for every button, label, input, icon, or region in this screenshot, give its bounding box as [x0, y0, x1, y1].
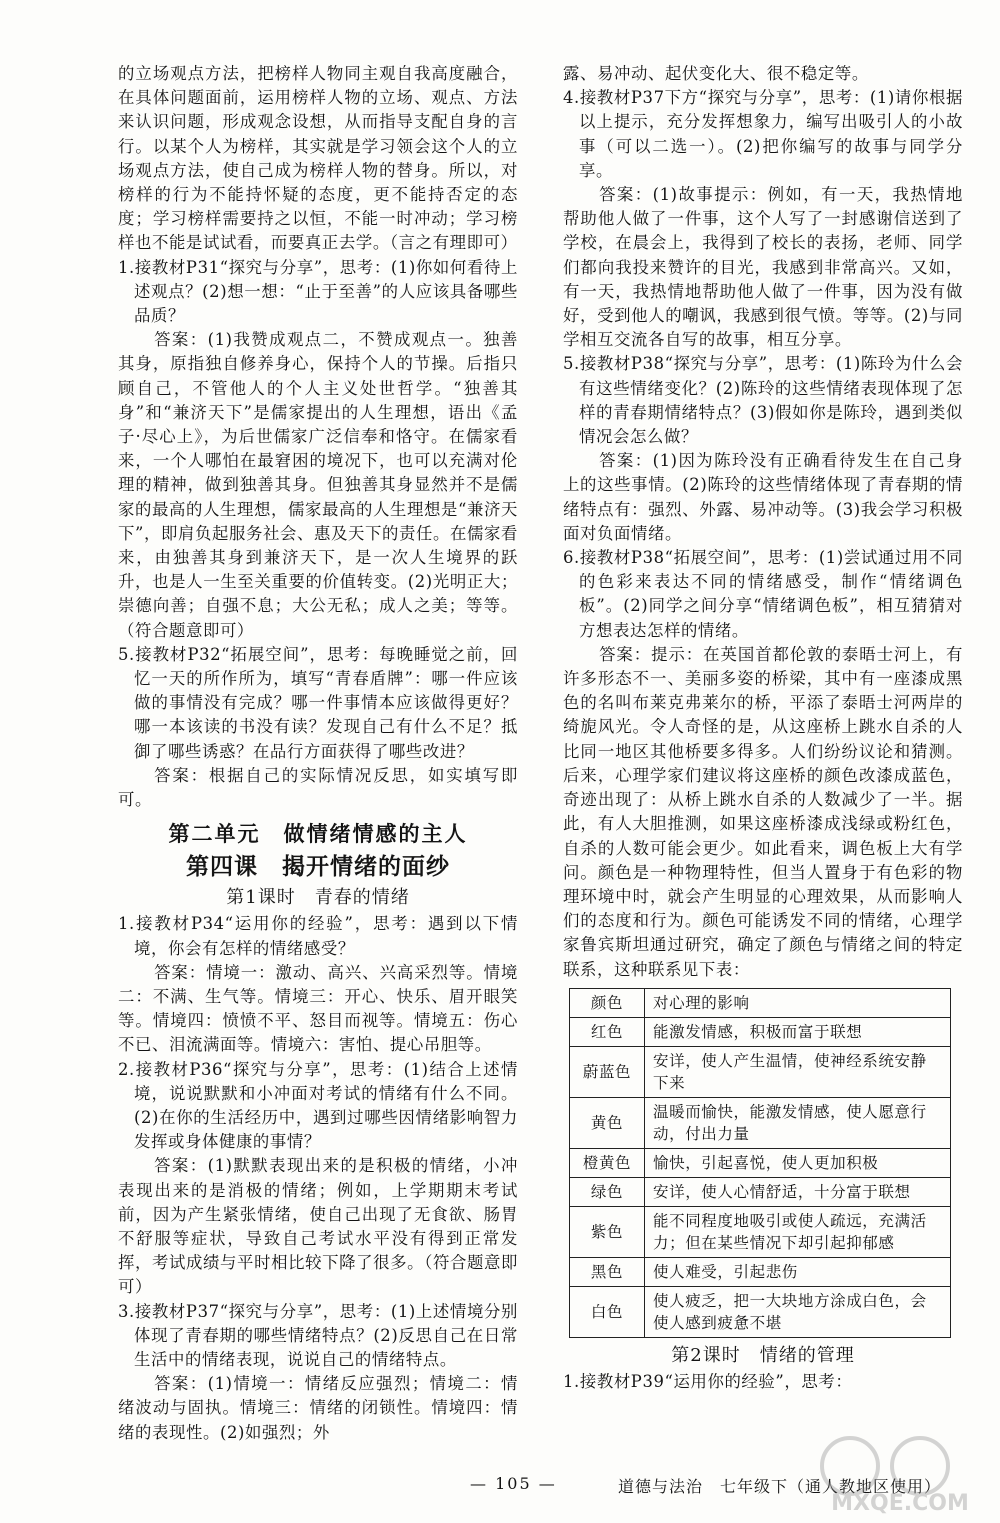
table-cell-color: 紫色	[570, 1206, 645, 1257]
question-s1-3: 3.接教材P37“探究与分享”，思考：(1)上述情境分别体现了青春期的哪些情绪特点？(2)反思自己在日常生活中的情绪表现，说说自己的情绪特点。	[118, 1301, 518, 1369]
table-row	[570, 1046, 951, 1097]
table-row	[570, 1148, 951, 1177]
lesson-title: 第四课 揭开情绪的面纱	[186, 854, 450, 881]
table-cell-effect: 使人难受，引起悲伤	[645, 1257, 951, 1286]
answer-6: 答案：提示：在英国首都伦敦的泰晤士河上，有许多形态不一、美丽多姿的桥梁，其中有一座漆成黑色的名叫布莱克弗莱尔的桥，平添了泰晤士河两岸的绮旎风光。令人奇怪的是，从这座桥上跳水自杀的人比同一地区其他桥要多得多。人们纷纷议论和猜测。后来，心理学家们建议将这座桥的颜色改漆成蓝色，奇迹出现了：从桥上跳水自杀的人数减少了一半。据此，有人大胆推测，如果这座桥漆成浅绿或粉红色，自杀的人数可能会更少。如此看来，调色板上大有学问。颜色是一种物理特性，但当人置身于有色彩的物理环境中时，就会产生明显的心理效果，从而影响人们的态度和行为。颜色可能诱发不同的情绪，心理学家鲁宾斯坦通过研究，确定了颜色与情绪之间的特定联系，这种联系见下表：	[563, 644, 963, 979]
color-emotion-table	[569, 988, 951, 1338]
question-5: 5.接教材P38“探究与分享”，思考：(1)陈玲为什么会有这些情绪变化？(2)陈玲的这些情绪表现体现了怎样的青春期情绪特点？(3)假如你是陈玲，遇到类似情况会怎么做？	[563, 354, 963, 447]
table-row	[570, 1286, 951, 1337]
question-5: 5.接教材P32“拓展空间”，思考：每晚睡觉之前，回忆一天的所作所为，填写“青春盾牌”：哪一件应该做的事情没有完成？哪一件事情本应该做得更好？哪一本该读的书没有读？发现自己有什么不足？抵御了哪些诱惑？在品行方面获得了哪些改进？	[118, 644, 518, 761]
table-header-row	[570, 988, 951, 1017]
answer-s1-2: 答案：(1)默默表现出来的是积极的情绪，小冲表现出来的是消极的情绪；例如，上学期期末考试前，因为产生紧张情绪，使自己出现了无食欲、肠胃不舒服等症状，导致自己考试水平没有得到正常发挥，考试成绩与平时相比较下降了很多。（符合题意即可）	[118, 1156, 518, 1297]
table-cell-color: 绿色	[570, 1177, 645, 1206]
table-row	[570, 1257, 951, 1286]
table-cell-effect: 愉快，引起喜悦，使人更加积极	[645, 1148, 951, 1177]
table-header-cell: 颜色	[570, 988, 645, 1017]
unit-title: 第二单元 做情绪情感的主人	[168, 822, 468, 847]
table-row	[570, 1206, 951, 1257]
answer-5: 答案：(1)因为陈玲没有正确看待发生在自己身上的这些事情。(2)陈玲的这些情绪体现了青春期的情绪特点有：强烈、外露、易冲动等。(3)我会学习积极面对负面情绪。	[563, 451, 963, 543]
answer-s1-3: 答案：(1)情境一：情绪反应强烈；情境二：情绪波动与固执。情境三：情绪的闭锁性。情境四：情绪的表现性。(2)如强烈；外	[118, 1374, 518, 1442]
table-cell-color: 黄色	[570, 1097, 645, 1148]
answer-5: 答案：根据自己的实际情况反思，如实填写即可。	[118, 765, 518, 810]
question-4: 4.接教材P37下方“探究与分享”，思考：(1)请你根据以上提示，充分发挥想象力，编写出吸引人的小故事（可以二选一）。(2)把你编写的故事与同学分享。	[563, 88, 963, 180]
table-cell-color: 红色	[570, 1017, 645, 1046]
table-cell-color: 黑色	[570, 1257, 645, 1286]
table-header-cell: 对心理的影响	[645, 988, 951, 1017]
table-cell-effect: 温暖而愉快，能激发情感，使人愿意行动，付出力量	[645, 1097, 951, 1148]
question-s1-2: 2.接教材P36“探究与分享”，思考：(1)结合上述情境，说说默默和小冲面对考试的情绪有什么不同。(2)在你的生活经历中，遇到过哪些因情绪影响智力发挥或身体健康的事情？	[118, 1059, 518, 1152]
table-cell-color: 白色	[570, 1286, 645, 1337]
book-info: 道德与法治 七年级下（通人教地区使用）	[618, 1477, 942, 1496]
paragraph-continued: 露、易冲动、起伏变化大、很不稳定等。	[563, 64, 869, 83]
table-cell-effect: 能激发情感，积极而富于联想	[645, 1017, 951, 1046]
table-cell-effect: 能不同程度地吸引或使人疏远，充满活力；但在某些情况下却引起抑郁感	[645, 1206, 951, 1257]
section-title: 第1课时 青春的情绪	[226, 887, 410, 909]
table-cell-effect: 安详，使人心情舒适，十分富于联想	[645, 1177, 951, 1206]
watermark-logo	[810, 1428, 990, 1518]
table-row	[570, 1097, 951, 1148]
section-title-2: 第2课时 情绪的管理	[671, 1344, 855, 1366]
table-cell-color: 橙黄色	[570, 1148, 645, 1177]
question-s1-1: 1.接教材P34“运用你的经验”，思考：遇到以下情境，你会有怎样的情绪感受？	[118, 914, 518, 958]
right-column	[563, 62, 963, 1394]
left-column	[118, 62, 518, 1445]
table-cell-effect: 安详，使人产生温情，使神经系统安静下来	[645, 1046, 951, 1097]
question-1: 1.接教材P31“探究与分享”，思考：(1)你如何看待上述观点？(2)想一想：“止于至善”的人应该具备哪些品质？	[118, 257, 518, 326]
question-s2-1: 1.接教材P39“运用你的经验”，思考：	[563, 1371, 853, 1391]
page-number: — 105 —	[470, 1474, 557, 1493]
table-row	[570, 1177, 951, 1206]
table-cell-color: 蔚蓝色	[570, 1046, 645, 1097]
svg-text:MXQE.COM: MXQE.COM	[831, 1491, 969, 1516]
table-row	[570, 1017, 951, 1046]
question-6: 6.接教材P38“拓展空间”，思考：(1)尝试通过用不同的色彩来表达不同的情绪感受，制作“情绪调色板”。(2)同学之间分享“情绪调色板”，相互猜猜对方想表达怎样的情绪。	[563, 548, 963, 640]
answer-1: 答案：(1)我赞成观点二，不赞成观点一。独善其身，原指独自修养身心，保持个人的节操。后指只顾自己，不管他人的个人主义处世哲学。“独善其身”和“兼济天下”是儒家提出的人生理想，语出《孟子·尽心上》，为后世儒家广泛信奉和恪守。在儒家看来，一个人哪怕在最窘困的境况下，也可以充满对伦理的精神，做到独善其身。但独善其身显然并不是儒家的最高的人生理想，儒家最高的人生理想是“兼济天下”，即肩负起服务社会、惠及天下的责任。在儒家看来，由独善其身到兼济天下，是一次人生境界的跃升，也是人一生至关重要的价值转变。(2)光明正大；崇德向善；自强不息；大公无私；成人之美；等等。（符合题意即可）	[118, 330, 518, 640]
answer-4: 答案：(1)故事提示：例如，有一天，我热情地帮助他人做了一件事，这个人写了一封感谢信送到了学校，在晨会上，我得到了校长的表扬，老师、同学们都向我投来赞许的目光，我感到非常高兴。又如，有一天，我热情地帮助他人做了一件事，因为没有做好，受到他人的嘲讽，我感到很气愤。等等。(2)与同学相互交流各自写的故事，相互分享。	[563, 185, 963, 350]
paragraph-continued: 的立场观点方法，把榜样人物同主观自我高度融合，在具体问题面前，运用榜样人物的立场、观点、方法来认识问题，形成观念设想，从而指导支配自身的言行。以某个人为榜样，其实就是学习领会这个人的立场观点方法，使自己成为榜样人物的替身。所以，对榜样的行为不能持怀疑的态度，更不能持否定的态度；学习榜样需要持之以恒，不能一时冲动；学习榜样也不能是试试看，而要真正去学。（言之有理即可）	[118, 64, 518, 253]
answer-s1-1: 答案：情境一：激动、高兴、兴高采烈等。情境二：不满、生气等。情境三：开心、快乐、眉开眼笑等。情境四：愤愤不平、怒目而视等。情境五：伤心不已、泪流满面等。情境六：害怕、提心吊胆等。	[118, 962, 518, 1055]
table-cell-effect: 使人疲乏，把一大块地方涂成白色，会使人感到疲惫不堪	[645, 1286, 951, 1337]
